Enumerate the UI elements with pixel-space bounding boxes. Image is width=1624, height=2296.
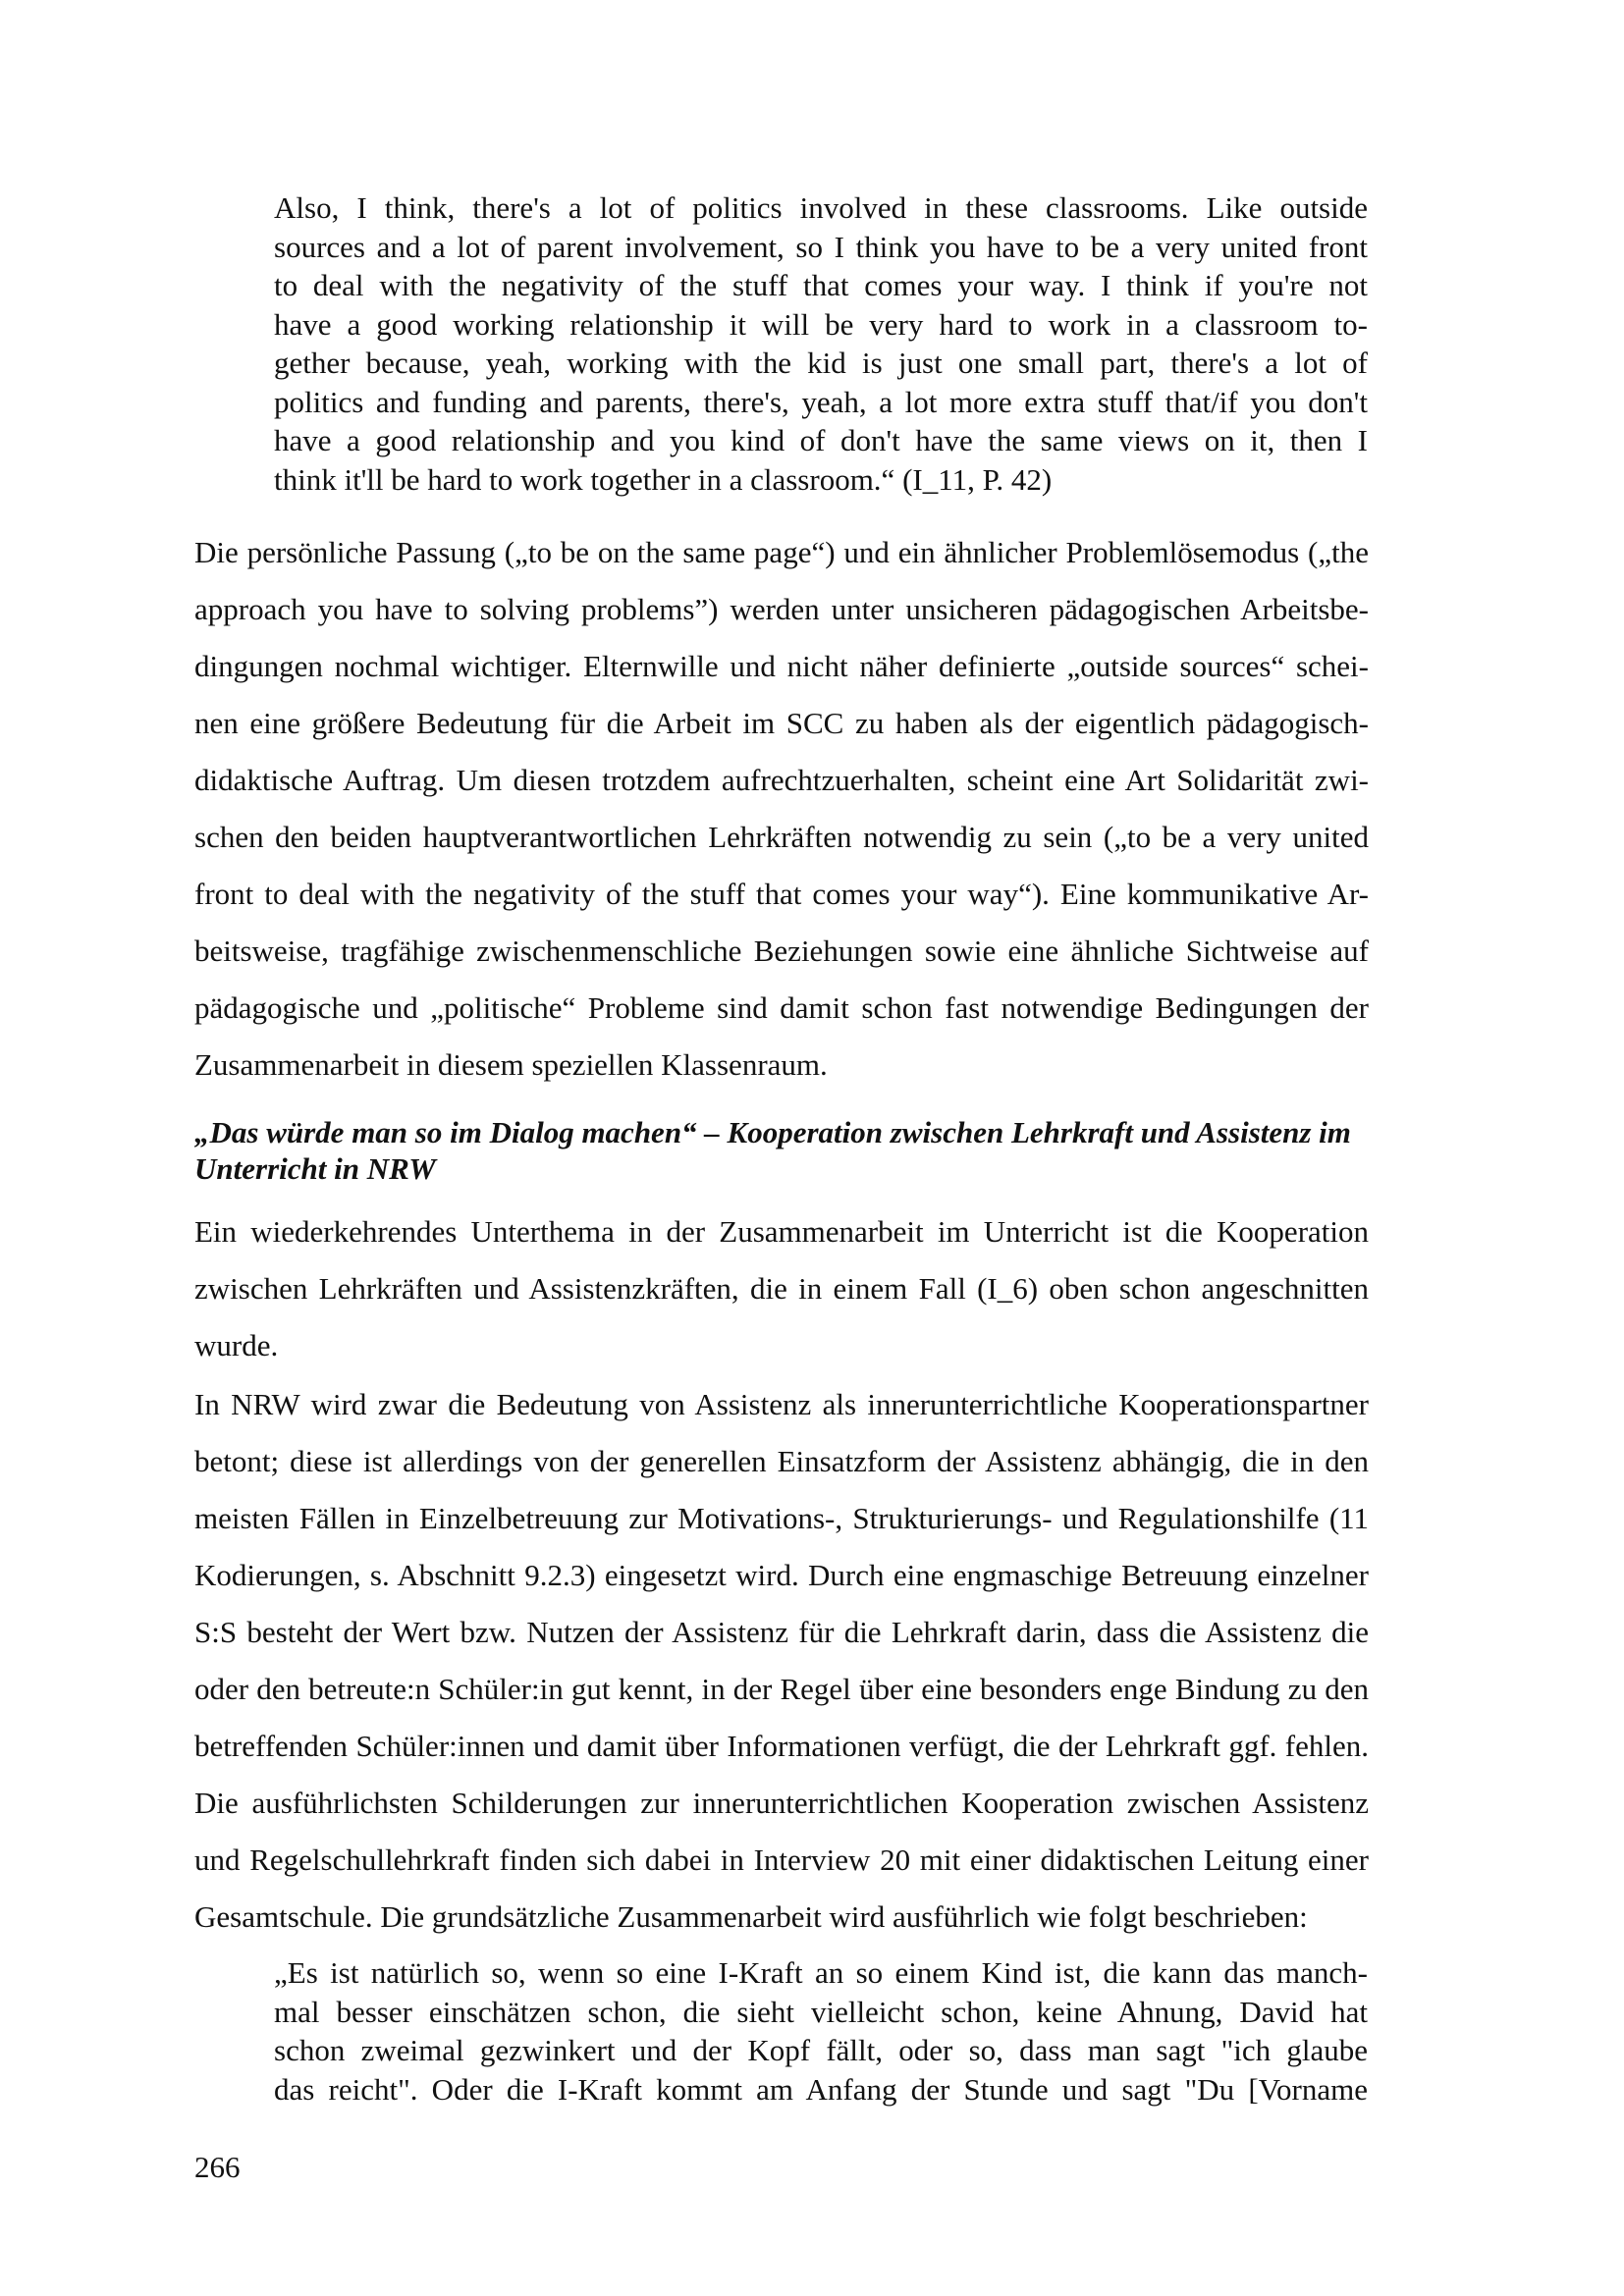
- quote-line: have a good relationship and you kind of don't have the same views on it, then I: [274, 423, 1368, 457]
- paragraph-line: und Regelschullehrkraft finden sich dabei in Interview 20 mit einer didaktischen Leitung einer: [194, 1842, 1369, 1877]
- quote-line: have a good working relationship it will be very hard to work in a classroom to-: [274, 306, 1368, 342]
- paragraph-line: beitsweise, tragfähige zwischenmenschliche Beziehungen sowie eine ähnliche Sichtweise auf: [194, 934, 1369, 968]
- quote-line: mal besser einschätzen schon, die sieht vielleicht schon, keine Ahnung, David hat: [274, 1994, 1368, 2029]
- paragraph-line: In NRW wird zwar die Bedeutung von Assistenz als innerunterrichtliche Kooperationspartner: [194, 1387, 1369, 1421]
- quote-line: schon zweimal gezwinkert und der Kopf fällt, oder so, dass man sagt "ich glaube: [274, 2033, 1368, 2067]
- paragraph-line: Zusammenarbeit in diesem speziellen Klassenraum.: [194, 1047, 828, 1082]
- paragraph-line: betreffenden Schüler:innen und damit über Informationen verfügt, die der Lehrkraft ggf. fehlen.: [194, 1729, 1369, 1763]
- paragraph-line: schen den beiden hauptverantwortlichen Lehrkräften notwendig zu sein („to be a very united: [194, 820, 1369, 854]
- paragraph-passung: [194, 524, 1369, 1094]
- paragraph-line: nen eine größere Bedeutung für die Arbeit im SCC zu haben als der eigentlich pädagogisch-: [194, 706, 1369, 740]
- paragraph-line: S:S besteht der Wert bzw. Nutzen der Assistenz für die Lehrkraft darin, dass die Assistenz die: [194, 1615, 1369, 1649]
- paragraph-line: dingungen nochmal wichtiger. Elternwille und nicht näher definierte „outside sources“ schei-: [194, 649, 1369, 683]
- heading-line: Unterricht in NRW: [194, 1151, 436, 1186]
- paragraph-line: Gesamtschule. Die grundsätzliche Zusammenarbeit wird ausführlich wie folgt beschrieben:: [194, 1899, 1308, 1934]
- paragraph-line: oder den betreute:n Schüler:in gut kennt, in der Regel über eine besonders enge Bindung zu den: [194, 1672, 1369, 1706]
- paragraph-line: Die ausführlichsten Schilderungen zur innerunterrichtlichen Kooperation zwischen Assistenz: [194, 1786, 1369, 1820]
- quote-line: to deal with the negativity of the stuff that comes your way. I think if you're not: [274, 268, 1368, 302]
- paragraph-line: meisten Fällen in Einzelbetreuung zur Motivations-, Strukturierungs- und Regulationshilfe (11: [194, 1501, 1369, 1535]
- paragraph-nrw-assistenz: [194, 1376, 1369, 1946]
- quote-line: gether because, yeah, working with the kid is just one small part, there's a lot of: [274, 346, 1368, 380]
- paragraph-line: approach you have to solving problems”) werden unter unsicheren pädagogischen Arbeitsbe-: [194, 592, 1369, 626]
- section-heading: [194, 1114, 1373, 1187]
- block-quote-interview-20: [274, 1953, 1368, 2109]
- paragraph-unterthema: [194, 1203, 1369, 1374]
- paragraph-line: betont; diese ist allerdings von der generellen Einsatzform der Assistenz abhängig, die in den: [194, 1444, 1369, 1478]
- paragraph-line: pädagogische und „politische“ Probleme sind damit schon fast notwendige Bedingungen der: [194, 990, 1369, 1025]
- paragraph-line: Kodierungen, s. Abschnitt 9.2.3) eingesetzt wird. Durch eine engmaschige Betreuung einzelner: [194, 1558, 1369, 1592]
- paragraph-line: didaktische Auftrag. Um diesen trotzdem aufrechtzuerhalten, scheint eine Art Solidarität zwi-: [194, 763, 1369, 797]
- quote-line: think it'll be hard to work together in a classroom.“ (I_11, P. 42): [274, 461, 1053, 497]
- paragraph-line: Ein wiederkehrendes Unterthema in der Zusammenarbeit im Unterricht ist die Kooperation: [194, 1214, 1369, 1249]
- paragraph-line: wurde.: [194, 1328, 279, 1362]
- block-quote-interview-11: [274, 188, 1368, 499]
- heading-line: „Das würde man so im Dialog machen“ – Kooperation zwischen Lehrkraft und Assistenz im: [194, 1115, 1351, 1149]
- paragraph-line: Die persönliche Passung („to be on the same page“) und ein ähnlicher Problemlösemodus („the: [194, 535, 1369, 569]
- quote-line: politics and funding and parents, there's, yeah, a lot more extra stuff that/if you don't: [274, 384, 1368, 419]
- quote-line: „Es ist natürlich so, wenn so eine I-Kraft an so einem Kind ist, die kann das manch-: [274, 1955, 1368, 1990]
- page-number: 266: [194, 2150, 241, 2184]
- paragraph-line: zwischen Lehrkräften und Assistenzkräften, die in einem Fall (I_6) oben schon angeschnitten: [194, 1271, 1369, 1306]
- paragraph-line: front to deal with the negativity of the stuff that comes your way“). Eine kommunikative Ar-: [194, 877, 1369, 911]
- quote-line: das reicht". Oder die I-Kraft kommt am Anfang der Stunde und sagt "Du [Vorname: [274, 2071, 1368, 2107]
- quote-line: Also, I think, there's a lot of politics involved in these classrooms. Like outside: [274, 190, 1368, 225]
- quote-line: sources and a lot of parent involvement, so I think you have to be a very united front: [274, 229, 1368, 264]
